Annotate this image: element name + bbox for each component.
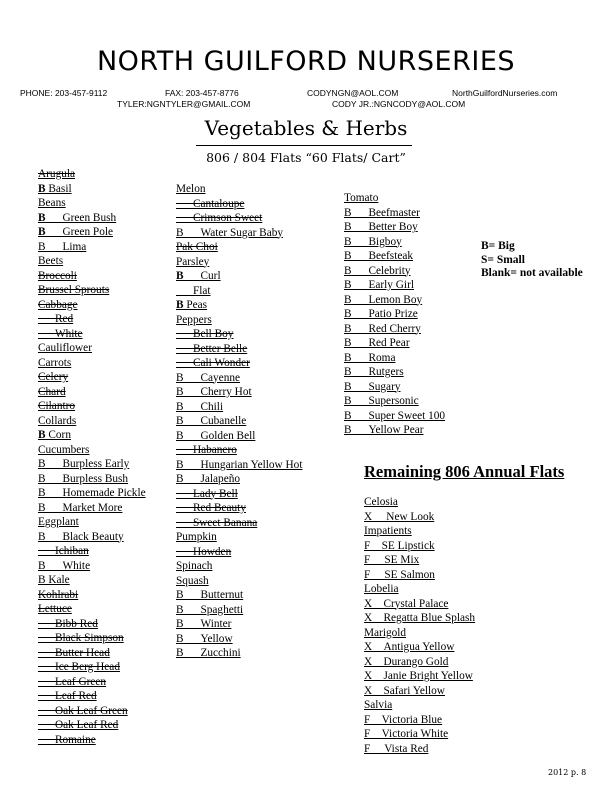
- list-item-label: B___Hungarian Yellow Hot: [176, 458, 303, 471]
- list-item-label: X__Crystal Palace: [364, 597, 449, 610]
- list-item: [364, 742, 475, 757]
- list-item-label: ___White: [38, 327, 83, 340]
- list-item: [38, 733, 146, 748]
- list-item-label: ___Bibb Red: [38, 617, 98, 630]
- list-item-label: B___Jalapeño: [176, 473, 241, 485]
- list-item-label: F__SE Lipstick: [364, 539, 435, 552]
- list-item-label: B___Water Sugar Baby: [176, 226, 284, 239]
- list-item-label: Squash: [176, 574, 209, 587]
- list-item-label: B___Spaghetti: [176, 603, 244, 616]
- list-item-label: Cilantro: [38, 400, 76, 412]
- list-item: [176, 269, 302, 284]
- list-item-label: ___Better Belle: [176, 342, 248, 355]
- list-item-label: Collards: [38, 414, 77, 427]
- list-item-label: B Basil: [38, 182, 72, 195]
- list-item: [344, 409, 445, 424]
- list-item-label: Cauliflower: [38, 342, 92, 354]
- list-item: [344, 380, 445, 395]
- list-item: [38, 515, 146, 530]
- list-item: [176, 603, 302, 618]
- list-item-label: Parsley: [176, 255, 210, 268]
- list-item: [176, 574, 302, 589]
- list-item: [176, 632, 302, 647]
- list-item-label: X__Antigua Yellow: [364, 641, 455, 653]
- list-item-label: B___Curl: [176, 270, 221, 282]
- list-item-label: B___Zucchini: [176, 647, 241, 659]
- list-item-label: Beans: [38, 197, 66, 209]
- list-item: [38, 327, 146, 342]
- list-item: [38, 370, 146, 385]
- list-item: [176, 298, 302, 313]
- list-item: [38, 573, 146, 588]
- list-item-label: B___Rutgers: [344, 366, 404, 378]
- list-item: [38, 530, 146, 545]
- list-item-label: ___Habanero: [176, 444, 237, 456]
- list-item: [344, 278, 445, 293]
- list-item: [176, 313, 302, 328]
- list-item: [364, 626, 475, 641]
- list-item-label: B___Homemade Pickle: [38, 487, 146, 499]
- list-item-label: ___Bell Boy: [176, 328, 234, 340]
- list-item: [38, 689, 146, 704]
- list-item-label: B___Red Pear: [344, 337, 410, 349]
- list-item: [364, 713, 475, 728]
- list-item-label: B___Early Girl: [344, 279, 414, 291]
- list-item: [364, 698, 475, 713]
- email-tyler: TYLER:NGNTYLER@GMAIL.COM: [117, 99, 251, 109]
- list-item: [176, 617, 302, 632]
- page-footer: 2012 p. 8: [548, 768, 587, 777]
- list-item: [38, 559, 146, 574]
- list-item-label: B___Lima: [38, 240, 87, 253]
- list-item-label: B___Winter: [176, 618, 232, 630]
- list-item: [344, 249, 445, 264]
- list-item: [176, 255, 302, 270]
- list-item-label: B Peas: [176, 299, 208, 311]
- list-item: [364, 669, 475, 684]
- list-item: [364, 727, 475, 742]
- list-item: [364, 568, 475, 583]
- list-item: [176, 530, 302, 545]
- list-item: [38, 718, 146, 733]
- legend: [481, 240, 583, 281]
- list-item-label: B___Celebrity: [344, 264, 411, 277]
- list-item-label: B___Lemon Boy: [344, 293, 423, 306]
- list-item: [38, 399, 146, 414]
- list-item-label: X__Durango Gold: [364, 655, 449, 668]
- list-item: [38, 675, 146, 690]
- list-item: [364, 582, 475, 597]
- list-item-label: B___Beefsteak: [344, 250, 414, 262]
- list-item-label: B___Market More: [38, 501, 123, 514]
- list-item-label: Pumpkin: [176, 531, 217, 543]
- list-item: [364, 510, 475, 525]
- list-item: [176, 429, 302, 444]
- list-item: [344, 206, 445, 221]
- list-item-label: Chard: [38, 385, 66, 398]
- list-item: [176, 559, 302, 574]
- list-item-label: Broccoli: [38, 269, 77, 282]
- list-item: [38, 660, 146, 675]
- list-item: [38, 196, 146, 211]
- list-item-label: ___Lady Bell: [176, 487, 238, 500]
- list-item: [344, 293, 445, 308]
- list-item: [344, 307, 445, 322]
- list-item-label: F__Victoria White: [364, 728, 449, 740]
- list-item: [38, 414, 146, 429]
- list-item: [364, 597, 475, 612]
- section-title: Vegetables & Herbs: [204, 116, 408, 140]
- legend-item: Blank= not available: [481, 267, 583, 279]
- list-item: [176, 414, 302, 429]
- list-item: [38, 501, 146, 516]
- website: NorthGuilfordNurseries.com: [452, 88, 558, 98]
- list-item: [38, 254, 146, 269]
- list-item: [344, 264, 445, 279]
- list-item-label: Brussel Sprouts: [38, 284, 110, 296]
- email-cody: CODYNGN@AOL.COM: [307, 88, 399, 98]
- list-item: [176, 588, 302, 603]
- list-item: [176, 443, 302, 458]
- list-item-label: Beets: [38, 255, 64, 267]
- annual-flats-column: [364, 495, 475, 756]
- list-item: [38, 472, 146, 487]
- list-item-label: B___Sugary: [344, 380, 401, 393]
- list-item-label: Marigold: [364, 626, 407, 639]
- list-item-label: Carrots: [38, 356, 72, 369]
- list-item: [38, 356, 146, 371]
- list-item: [38, 385, 146, 400]
- list-item: [176, 327, 302, 342]
- list-item-label: Lettuce: [38, 603, 72, 615]
- list-item: [38, 646, 146, 661]
- list-item-label: B___Beefmaster: [344, 206, 420, 219]
- list-item: [38, 443, 146, 458]
- list-item: [38, 167, 146, 182]
- list-item: [344, 365, 445, 380]
- list-item-label: X__ New Look: [364, 510, 435, 523]
- list-item: [364, 539, 475, 554]
- list-item-label: X__Janie Bright Yellow: [364, 670, 473, 682]
- list-item: [176, 284, 302, 299]
- list-item-label: ___Black Simpson: [38, 632, 124, 644]
- list-item-label: B___White: [38, 559, 91, 572]
- list-item-label: Celery: [38, 371, 69, 383]
- list-item-label: ___Howden: [176, 545, 232, 558]
- legend-item: S= Small: [481, 253, 525, 266]
- list-item: [344, 322, 445, 337]
- list-item-label: B Corn: [38, 429, 71, 441]
- list-item-label: Peppers: [176, 313, 212, 326]
- list-item-label: B___Golden Bell: [176, 429, 256, 442]
- list-item-label: ___Romaine: [38, 733, 96, 746]
- list-item-label: F__ Vista Red: [364, 742, 429, 755]
- list-item: [176, 356, 302, 371]
- list-item-label: B___Black Beauty: [38, 530, 124, 543]
- list-item: [176, 501, 302, 516]
- list-item-label: B___Yellow: [176, 632, 233, 645]
- annual-flats-title: Remaining 806 Annual Flats: [364, 462, 565, 481]
- list-item-label: Pak Choi: [176, 241, 218, 253]
- list-item: [176, 487, 302, 502]
- list-item-label: B___Green Pole: [38, 226, 113, 238]
- list-item: [176, 211, 302, 226]
- vegetable-column-2: [176, 182, 302, 661]
- list-item-label: B___Green Bush: [38, 211, 117, 224]
- list-item: [176, 226, 302, 241]
- list-item-label: Lobelia: [364, 583, 399, 595]
- list-item-label: ___Leaf Green: [38, 675, 107, 688]
- list-item-label: Salvia: [364, 699, 393, 711]
- list-item: [344, 394, 445, 409]
- list-item-label: Melon: [176, 183, 206, 195]
- tomato-column: [344, 191, 445, 438]
- list-item: [176, 182, 302, 197]
- list-item: [38, 457, 146, 472]
- list-item-label: ___Oak Leaf Green: [38, 704, 128, 717]
- list-item: [176, 472, 302, 487]
- phone-number: PHONE: 203-457-9112: [20, 88, 108, 98]
- fax-number: FAX: 203-457-8776: [165, 88, 239, 98]
- vegetable-column-1: [38, 167, 146, 747]
- list-item-label: Arugula: [38, 168, 76, 180]
- list-item-label: B___Super Sweet 100: [344, 409, 446, 422]
- list-item-label: Spinach: [176, 560, 213, 572]
- list-item: [38, 588, 146, 603]
- list-item: [176, 197, 302, 212]
- legend-item: B= Big: [481, 240, 515, 252]
- list-item: [364, 611, 475, 626]
- title-underline: [196, 145, 412, 146]
- list-item-label: B___Bigboy: [344, 235, 402, 248]
- list-item: [364, 495, 475, 510]
- list-item: [38, 240, 146, 255]
- list-item-label: B___Cherry Hot: [176, 386, 252, 398]
- list-item: [38, 544, 146, 559]
- list-item: [38, 617, 146, 632]
- list-item: [344, 336, 445, 351]
- list-item: [176, 400, 302, 415]
- list-item-label: X__Regatta Blue Splash: [364, 612, 476, 624]
- list-item-label: ___Red: [38, 313, 74, 325]
- list-item-label: Kohlrabi: [38, 588, 79, 601]
- list-item: [38, 269, 146, 284]
- list-item: [176, 240, 302, 255]
- list-item-label: B___Burpless Bush: [38, 472, 129, 485]
- list-item: [38, 631, 146, 646]
- list-item-label: Celosia: [364, 496, 398, 508]
- list-item: [176, 371, 302, 386]
- list-item-label: ___Leaf Red: [38, 690, 97, 702]
- list-item-label: Cabbage: [38, 298, 78, 311]
- list-item-label: Eggplant: [38, 516, 79, 528]
- list-item: [364, 553, 475, 568]
- list-item-label: ___Sweet Banana: [176, 516, 258, 529]
- list-item: [364, 684, 475, 699]
- list-item-label: ___Crimson Sweet: [176, 212, 263, 224]
- list-item: [344, 191, 445, 206]
- list-item-label: B___Butternut: [176, 589, 244, 601]
- list-item: [176, 342, 302, 357]
- list-item-label: F__Victoria Blue: [364, 713, 443, 726]
- list-item: [38, 602, 146, 617]
- list-item: [38, 704, 146, 719]
- list-item-label: B___Burpless Early: [38, 458, 130, 470]
- list-item-label: B___Cubanelle: [176, 415, 247, 427]
- list-item-label: B___Red Cherry: [344, 322, 421, 335]
- list-item: [38, 225, 146, 240]
- list-item: [344, 351, 445, 366]
- list-item-label: ___Cantaloupe: [176, 197, 245, 210]
- list-item-label: B Kale: [38, 574, 70, 586]
- list-item-label: B___Patio Prize: [344, 308, 418, 320]
- list-item-label: F__ SE Salmon: [364, 568, 435, 581]
- list-item: [38, 283, 146, 298]
- list-item: [364, 524, 475, 539]
- list-item-label: B___Yellow Pear: [344, 424, 424, 436]
- list-item-label: ___Red Beauty: [176, 502, 246, 514]
- list-item: [176, 516, 302, 531]
- list-item: [344, 220, 445, 235]
- list-item: [38, 298, 146, 313]
- list-item: [38, 211, 146, 226]
- email-cody-jr: CODY JR.:NGNCODY@AOL.COM: [332, 99, 466, 109]
- list-item-label: Cucumbers: [38, 443, 90, 456]
- list-item: [38, 182, 146, 197]
- list-item: [364, 640, 475, 655]
- list-item: [176, 646, 302, 661]
- list-item-label: B___Roma: [344, 351, 396, 364]
- list-item: [344, 235, 445, 250]
- list-item: [38, 428, 146, 443]
- list-item: [38, 486, 146, 501]
- list-item-label: ___Ichiban: [38, 545, 89, 557]
- list-item-label: ___Oak Leaf Red: [38, 719, 119, 731]
- list-item-label: Impatients: [364, 525, 412, 537]
- list-item-label: F__ SE Mix: [364, 554, 420, 566]
- list-item-label: ___Ice Berg Head: [38, 661, 120, 673]
- list-item-label: B___Supersonic: [344, 395, 419, 407]
- list-item: [176, 545, 302, 560]
- list-item: [38, 312, 146, 327]
- list-item-label: ___Flat: [176, 284, 211, 297]
- list-item-label: ___Cali Wonder: [176, 357, 250, 369]
- list-item: [176, 458, 302, 473]
- list-item-label: B___Chili: [176, 400, 224, 413]
- list-item-label: X__Safari Yellow: [364, 684, 445, 697]
- list-item: [364, 655, 475, 670]
- page-title: NORTH GUILFORD NURSERIES: [96, 46, 516, 77]
- list-item-label: B___Better Boy: [344, 221, 418, 233]
- list-item-label: Tomato: [344, 192, 379, 204]
- list-item-label: ___Butter Head: [38, 646, 110, 659]
- list-item: [176, 385, 302, 400]
- list-item: [38, 341, 146, 356]
- list-item-label: B___Cayenne: [176, 371, 241, 384]
- flats-info: 806 / 804 Flats “60 Flats/ Cart”: [206, 150, 406, 165]
- list-item: [344, 423, 445, 438]
